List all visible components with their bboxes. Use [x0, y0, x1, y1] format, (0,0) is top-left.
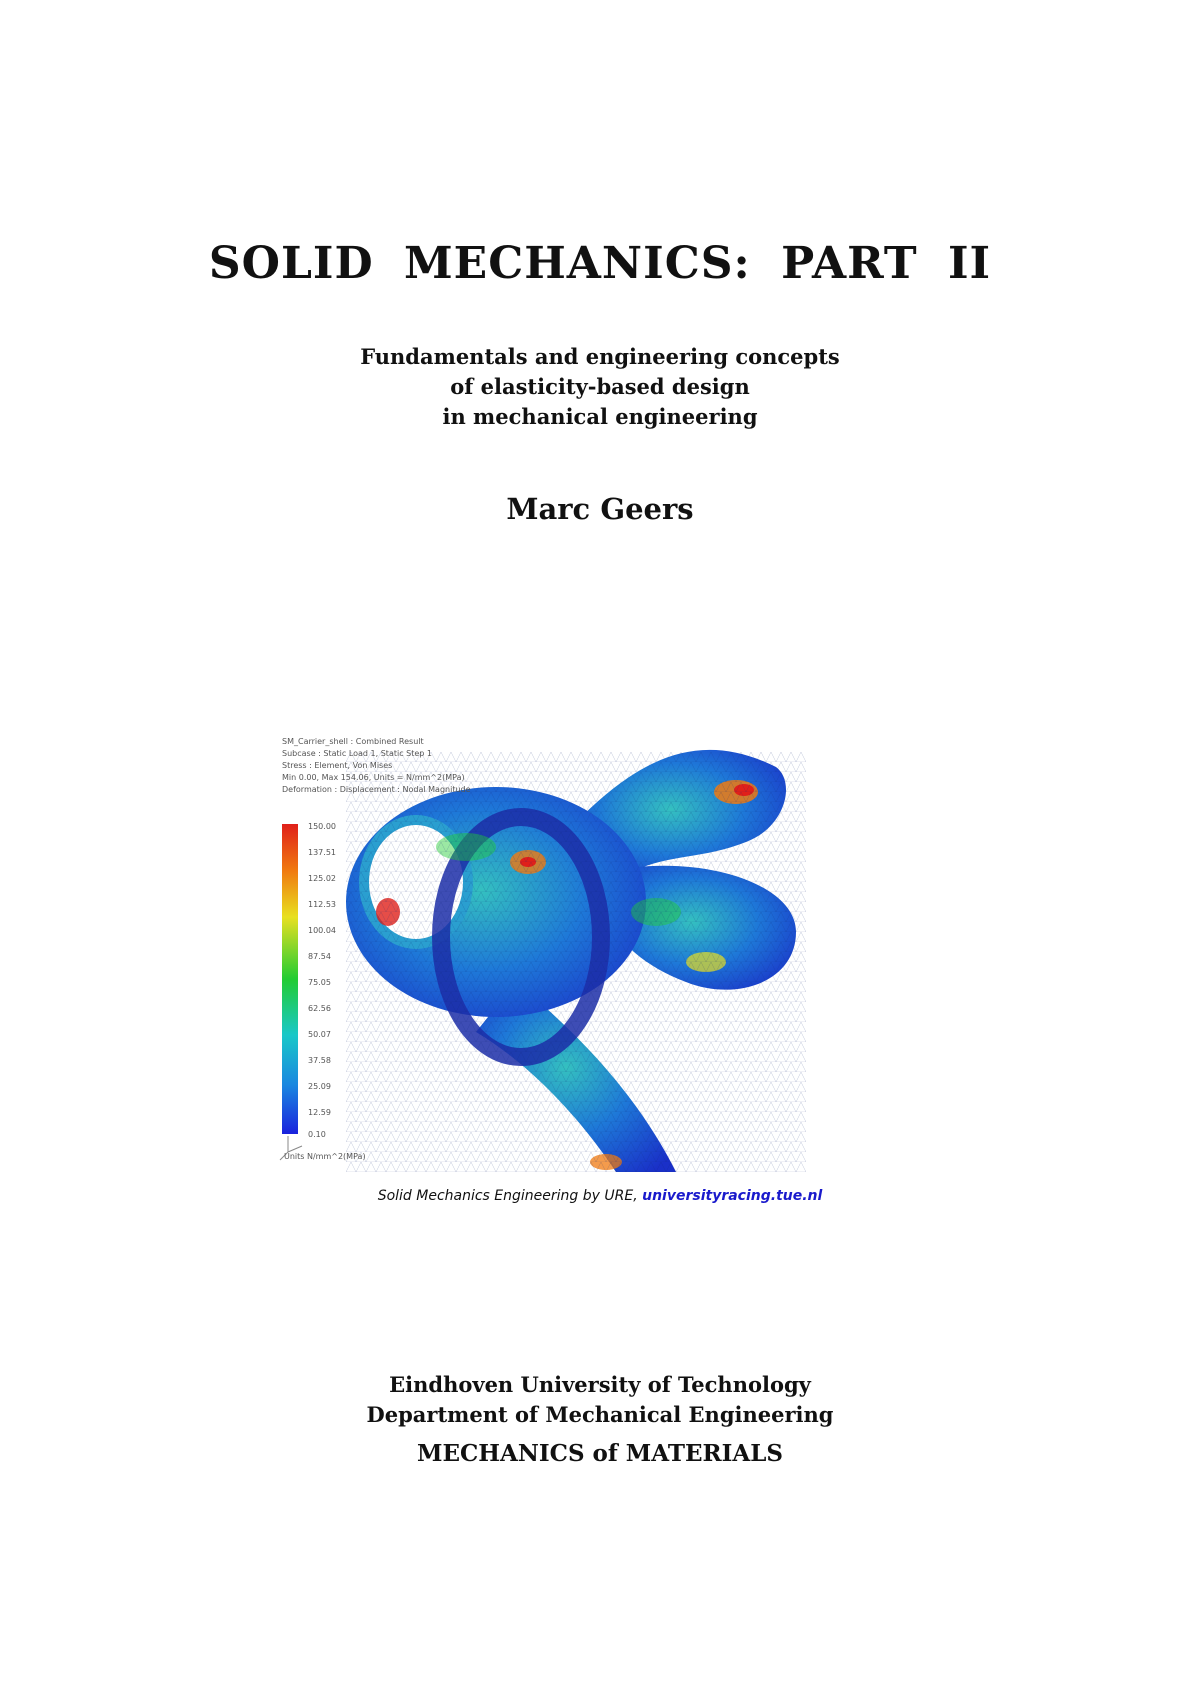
- legend-tick: 25.09: [308, 1082, 331, 1091]
- department-name: Department of Mechanical Engineering: [366, 1402, 834, 1427]
- institution-block: [0, 1370, 1200, 1430]
- figure-info-line: SM_Carrier_shell : Combined Result: [282, 737, 424, 746]
- author-name: Marc Geers: [506, 492, 694, 526]
- legend-tick: 137.51: [308, 848, 336, 857]
- subtitle-line: of elasticity-based design: [450, 374, 750, 399]
- research-group-name: MECHANICS of MATERIALS: [416, 1440, 783, 1467]
- caption-link[interactable]: universityracing.tue.nl: [642, 1188, 823, 1204]
- legend-color-bar: [282, 824, 298, 1134]
- figure-info-line: Deformation : Displacement : Nodal Magnitude: [282, 785, 471, 794]
- subtitle-line: Fundamentals and engineering concepts: [360, 344, 840, 369]
- legend-tick: 37.58: [308, 1056, 331, 1065]
- figure-caption: [0, 1188, 1200, 1204]
- cover-subtitle: [0, 342, 1200, 432]
- legend-tick: 12.59: [308, 1108, 331, 1117]
- figure-info-line: Stress : Element, Von Mises: [282, 761, 393, 770]
- cover-title: SOLID MECHANICS: PART II: [208, 238, 992, 289]
- fea-stress-plot-image: [276, 732, 848, 1172]
- legend-tick: 100.04: [308, 926, 336, 935]
- figure-info-block: [282, 736, 471, 796]
- legend-tick: 112.53: [308, 900, 336, 909]
- figure-info-line: Min 0.00, Max 154.06, Units = N/mm^2(MPa): [282, 773, 465, 782]
- legend-tick: 75.05: [308, 978, 331, 987]
- figure-units-label: Units N/mm^2(MPa): [284, 1152, 366, 1161]
- university-name: Eindhoven University of Technology: [389, 1372, 811, 1397]
- legend-tick: 62.56: [308, 1004, 331, 1013]
- subtitle-line: in mechanical engineering: [442, 404, 758, 429]
- legend-tick: 50.07: [308, 1030, 331, 1039]
- legend-tick: 125.02: [308, 874, 336, 883]
- figure-info-line: Subcase : Static Load 1, Static Step 1: [282, 749, 432, 758]
- legend-tick: 0.10: [308, 1130, 326, 1139]
- caption-text: Solid Mechanics Engineering by URE,: [377, 1188, 643, 1204]
- legend-tick: 150.00: [308, 822, 336, 831]
- legend-tick: 87.54: [308, 952, 331, 961]
